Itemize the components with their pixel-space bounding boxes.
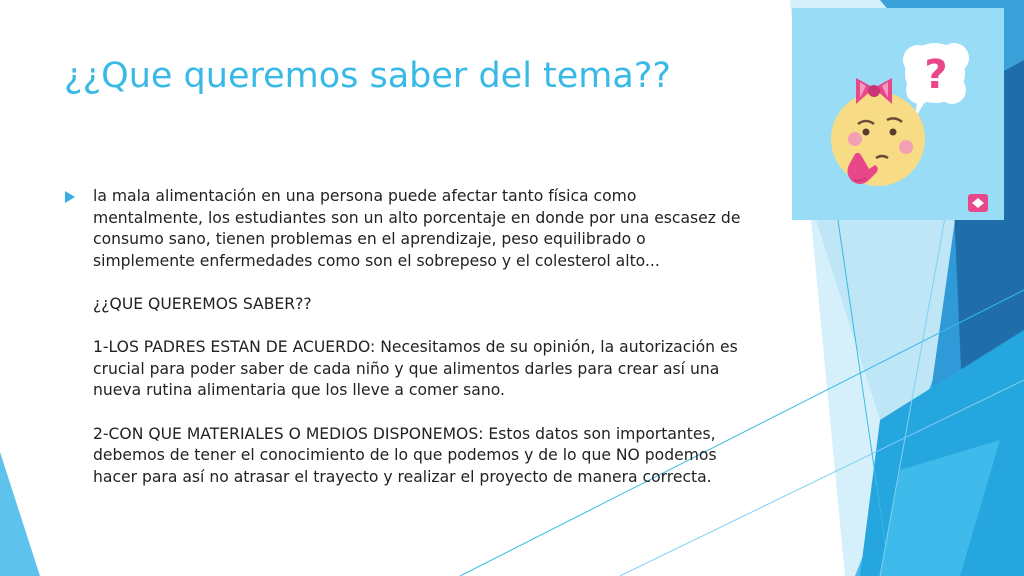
point-2-paragraph	[93, 424, 770, 489]
intro-line: simplemente enfermedades como son el sobrepeso y el colesterol alto...	[93, 251, 660, 270]
intro-line: consumo sano, tienen problemas en el aprendizaje, peso equilibrado o	[93, 230, 646, 249]
point-1-line: crucial para poder saber de cada niño y que alimentos darles para crear así una	[93, 359, 720, 378]
point-1-paragraph	[93, 337, 770, 402]
thinking-face-icon	[831, 92, 925, 186]
intro-line: la mala alimentación en una persona puede afectar tanto física como	[93, 187, 637, 205]
question-mark-text: ?	[924, 52, 948, 98]
point-2-line: debemos de tener el conocimiento de lo que podemos y de lo que NO podemos	[93, 446, 717, 465]
point-1-line: 1-LOS PADRES ESTAN DE ACUERDO: Necesitamos de su opinión, la autorización es	[93, 338, 738, 357]
intro-line: mentalmente, los estudiantes son un alto porcentaje en donde por una escasez de	[93, 208, 741, 227]
app-logo-icon	[968, 194, 988, 212]
point-1-line: nueva rutina alimentaria que los lleve a comer sano.	[93, 381, 505, 400]
thinking-sticker-art	[792, 8, 1004, 220]
thinking-sticker-image	[792, 8, 1004, 220]
point-2-line: 2-CON QUE MATERIALES O MEDIOS DISPONEMOS: Estos datos son importantes,	[93, 424, 716, 443]
slide-body	[65, 186, 770, 488]
intro-paragraph	[93, 186, 770, 272]
bullet-arrow-icon	[65, 191, 75, 203]
point-2-line: hacer para así no atrasar el trayecto y realizar el proyecto de manera correcta.	[93, 467, 712, 486]
question-heading-text: ¿¿QUE QUEREMOS SABER??	[93, 294, 312, 313]
question-heading	[93, 294, 770, 316]
slide-title: ¿¿Que queremos saber del tema??	[64, 56, 671, 96]
left-bottom-accent	[0, 452, 40, 576]
